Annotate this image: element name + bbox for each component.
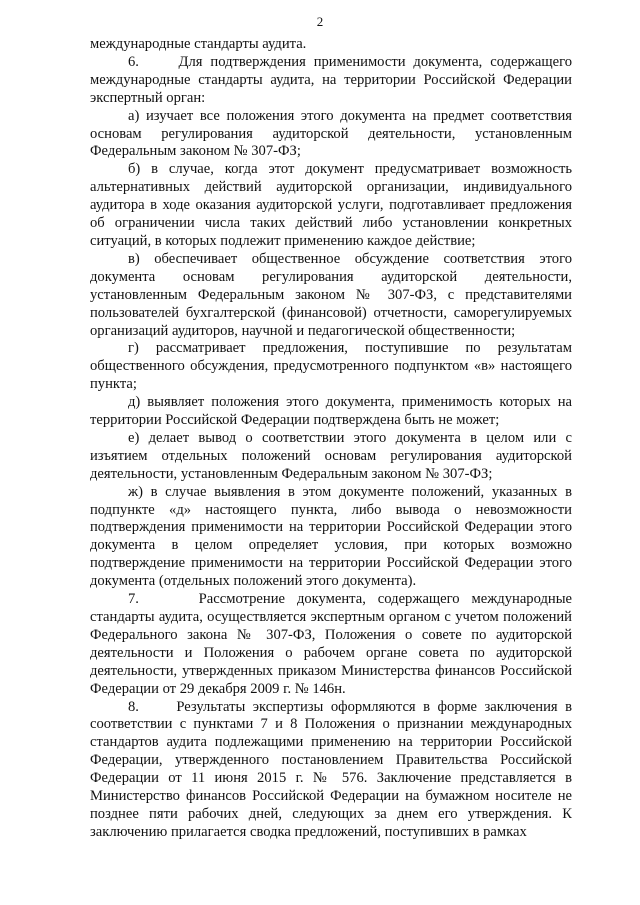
- paragraph-continuation: международные стандарты аудита.: [90, 36, 307, 52]
- paragraph-subitem-e: е) делает вывод о соответствии этого документа в целом или с изъятием отдельных положений основам регулирования аудиторской деятельности, установленным Федеральным законом № 307-ФЗ;: [90, 429, 572, 482]
- paragraph-subitem-d: д) выявляет положения этого документа, применимость которых на территории Российской Федерации подтверждена быть не может;: [90, 394, 572, 429]
- document-body: [90, 36, 572, 842]
- paragraph-subitem-v: в) обеспечивает общественное обсуждение соответствия этого документа основам регулирования аудиторской деятельности, установленным Федеральным законом № 307-ФЗ, с представителями пользователей бухгалтерской (финансовой) отчетности, саморегулируемых организаций аудиторов, научной и педагогической общественности;: [90, 250, 572, 339]
- paragraph-item-7: 7. Рассмотрение документа, содержащего международные стандарты аудита, осуществляется экспертным органом с учетом положений Федерального закона № 307-ФЗ, Положения о совете по аудиторской деятельности и Положения о рабочем органе совета по аудиторской деятельности, утвержденных приказом Министерства финансов Российской Федерации от 29 декабря 2009 г. № 146н.: [90, 591, 572, 697]
- paragraph-item-6: 6. Для подтверждения применимости документа, содержащего международные стандарты аудита, на территории Российской Федерации экспертный орган:: [90, 53, 572, 106]
- page-number: 2: [316, 14, 324, 29]
- paragraph-subitem-zh: ж) в случае выявления в этом документе положений, указанных в подпункте «д» настоящего пункта, либо вывода о невозможности подтверждения применимости на территории Российской Федерации этого документа в целом определяет условия, при которых возможно подтверждение применимости на территории Российской Федерации этого документа (отдельных положений этого документа).: [90, 483, 572, 590]
- paragraph-subitem-g: г) рассматривает предложения, поступившие по результатам общественного обсуждения, предусмотренного подпунктом «в» настоящего пункта;: [90, 340, 572, 393]
- paragraph-item-8: 8. Результаты экспертизы оформляются в форме заключения в соответствии с пунктами 7 и 8 Положения о признании международных стандартов аудита подлежащими применению на территории Российской Федерации, утвержденного постановлением Правительства Российской Федерации от 11 июня 2015 г. № 576. Заключение представляется в Министерство финансов Российской Федерации на бумажном носителе не позднее пяти рабочих дней, следующих за днем его утверждения. К заключению прилагается сводка предложений, поступивших в рамках: [90, 698, 572, 840]
- paragraph-subitem-a: а) изучает все положения этого документа на предмет соответствия основам регулирования аудиторской деятельности, установленным Федеральным законом № 307-ФЗ;: [90, 107, 572, 160]
- paragraph-subitem-b: б) в случае, когда этот документ предусматривает возможность альтернативных действий аудиторской организации, индивидуального аудитора в ходе оказания аудиторской услуги, подготавливает предложения об ограничении числа таких действий либо установлении конкретных ситуаций, в которых подлежит применению каждое действие;: [90, 161, 572, 249]
